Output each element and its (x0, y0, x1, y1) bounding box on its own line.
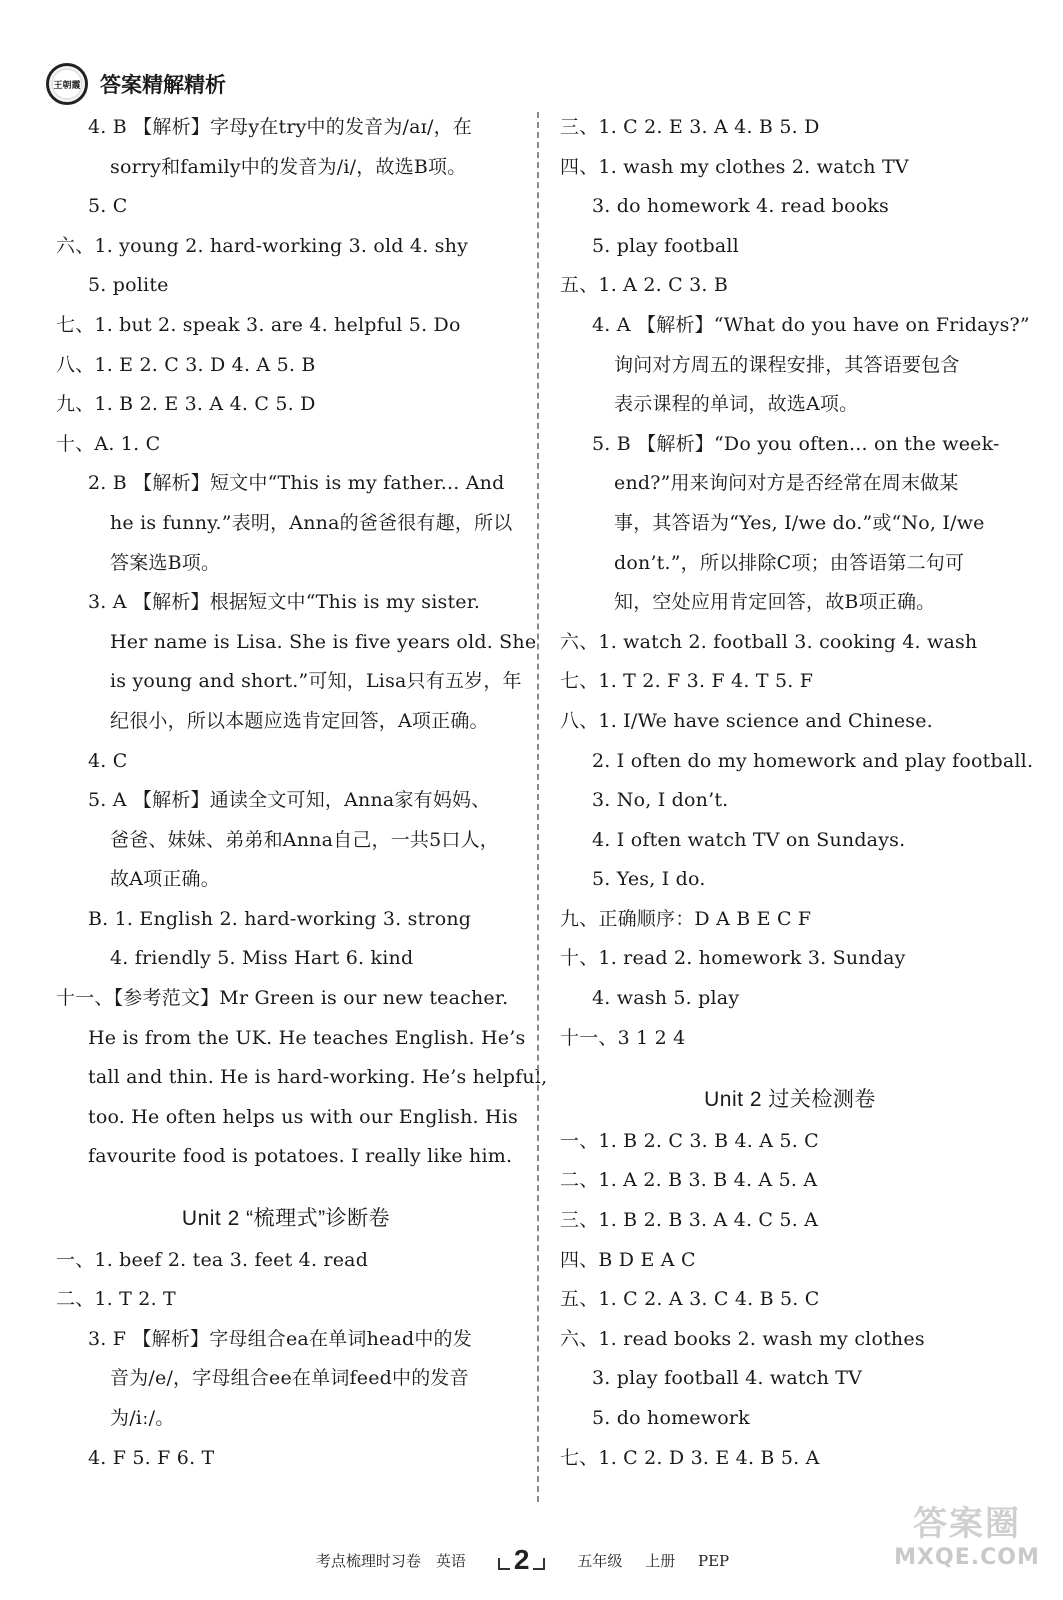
answer-line: 3. F 【解析】字母组合ea在单词head中的发 (88, 1327, 472, 1350)
answer-line: 十、A. 1. C (56, 432, 161, 455)
answer-line: 4. F 5. F 6. T (88, 1446, 215, 1469)
section-title: Unit 2 “梳理式”诊断卷 (181, 1207, 391, 1231)
answer-line: 二、1. A 2. B 3. B 4. A 5. A (560, 1169, 818, 1192)
answer-line: too. He often helps us with our English. His (88, 1105, 519, 1128)
answer-line: he is funny.”表明，Anna的爸爸很有趣，所以 (110, 511, 513, 534)
page-header (46, 62, 226, 106)
answer-line: 5. play football (592, 234, 739, 257)
answer-line: 5. A 【解析】通读全文可知，Anna家有妈妈、 (88, 789, 491, 812)
answer-line: 音为/e/，字母组合ee在单词feed中的发音 (110, 1367, 469, 1390)
footer-edition: PEP (698, 1551, 730, 1570)
answer-line: 爸爸、妹妹、弟弟和Anna自己，一共5口人， (110, 828, 500, 851)
answer-line: 四、B D E A C (560, 1248, 696, 1271)
watermark-logo-icon: 答案圈 (913, 1504, 1021, 1544)
answer-line: sorry和family中的发音为/i/，故选B项。 (110, 155, 467, 178)
answer-line: 四、1. wash my clothes 2. watch TV (560, 155, 909, 178)
answer-line: 4. friendly 5. Miss Hart 6. kind (110, 947, 414, 970)
answer-line: 一、1. beef 2. tea 3. feet 4. read (56, 1248, 369, 1271)
answer-line: 3. No, I don’t. (592, 789, 729, 812)
answer-line: 八、1. I/We have science and Chinese. (560, 709, 933, 732)
answer-line: 七、1. but 2. speak 3. are 4. helpful 5. Do (56, 313, 461, 336)
answer-line: 4. wash 5. play (592, 987, 740, 1010)
answer-line: 2. I often do my homework and play football. (592, 749, 1034, 772)
answer-line: 表示课程的单词，故选A项。 (614, 393, 859, 416)
answer-line: B. 1. English 2. hard-working 3. strong (88, 907, 472, 930)
answer-line: don’t.”，所以排除C项；由答语第二句可 (614, 551, 965, 574)
footer-grade: 五年级 (577, 1551, 623, 1570)
publisher-logo-icon (46, 63, 88, 105)
answer-line: 六、1. watch 2. football 3. cooking 4. wash (560, 630, 978, 653)
answer-line: 5. do homework (592, 1407, 750, 1429)
answer-line: 八、1. E 2. C 3. D 4. A 5. B (56, 353, 316, 376)
header-title: 答案精解精析 (100, 73, 226, 97)
answer-line: Her name is Lisa. She is five years old. She (110, 630, 537, 653)
answer-line: 六、1. young 2. hard-working 3. old 4. shy (56, 234, 469, 257)
column-divider (537, 112, 539, 1502)
answer-line: 答案选B项。 (110, 551, 221, 574)
answer-line: 3. do homework 4. read books (592, 195, 890, 218)
answer-line: 3. A 【解析】根据短文中“This is my sister. (88, 591, 481, 614)
answer-line: 三、1. C 2. E 3. A 4. B 5. D (560, 116, 820, 138)
answer-line: 2. B 【解析】短文中“This is my father... And (88, 472, 505, 495)
answer-line: 4. A 【解析】“What do you have on Fridays?” (592, 313, 1030, 336)
answer-line: favourite food is potatoes. I really like him. (88, 1145, 513, 1168)
answer-line: 九、正确顺序：D A B E C F (560, 907, 812, 930)
answer-line: 事，其答语为“Yes, I/we do.”或“No, I/we (614, 511, 985, 534)
answer-line: 十一、【参考范文】Mr Green is our new teacher. (56, 987, 509, 1010)
answer-line: 三、1. B 2. B 3. A 4. C 5. A (560, 1209, 819, 1232)
answer-line: 5. Yes, I do. (592, 868, 706, 891)
logo-text: 王朝霞 (53, 80, 81, 91)
answer-line: 知，空处应用肯定回答，故B项正确。 (614, 591, 936, 614)
page-number: 2 (506, 1544, 538, 1576)
answer-line: 五、1. C 2. A 3. C 4. B 5. C (560, 1288, 820, 1311)
answer-line: 五、1. A 2. C 3. B (560, 274, 729, 297)
answer-line: 一、1. B 2. C 3. B 4. A 5. C (560, 1129, 819, 1152)
section-title: Unit 2 过关检测卷 (704, 1088, 876, 1112)
answer-line: tall and thin. He is hard-working. He’s helpful, (88, 1066, 548, 1089)
answer-line: 十、1. read 2. homework 3. Sunday (560, 947, 906, 970)
answer-line: end?”用来询问对方是否经常在周末做某 (614, 472, 959, 495)
footer-book-title: 考点梳理时习卷 英语 (315, 1551, 466, 1570)
answer-line: is young and short.”可知，Lisa只有五岁，年 (110, 670, 522, 693)
answer-line: 5. polite (88, 274, 169, 297)
answer-line: He is from the UK. He teaches English. He’s (88, 1026, 526, 1049)
answer-line: 六、1. read books 2. wash my clothes (560, 1327, 925, 1350)
watermark-url: MXQE.COM (894, 1545, 1040, 1570)
answer-line: 为/iː/。 (110, 1407, 175, 1429)
answer-line: 十一、3 1 2 4 (560, 1026, 686, 1049)
answer-line: 5. B 【解析】“Do you often... on the week- (592, 432, 1000, 455)
answer-line: 4. I often watch TV on Sundays. (592, 828, 906, 851)
answer-line: 4. C (88, 749, 128, 772)
watermark (887, 1496, 1047, 1596)
answer-line: 询问对方周五的课程安排，其答语要包含 (614, 353, 960, 376)
answer-line: 4. B 【解析】字母y在try中的发音为/aɪ/，在 (88, 116, 472, 138)
answer-line: 二、1. T 2. T (56, 1288, 176, 1311)
answer-line: 七、1. T 2. F 3. F 4. T 5. F (560, 670, 814, 693)
answer-line: 七、1. C 2. D 3. E 4. B 5. A (560, 1446, 820, 1469)
answer-line: 5. C (88, 195, 128, 218)
right-column (560, 108, 1034, 1478)
footer-meta (577, 1550, 747, 1571)
footer-volume: 上册 (645, 1551, 676, 1570)
left-column (56, 108, 548, 1478)
answer-line: 九、1. B 2. E 3. A 4. C 5. D (56, 393, 316, 416)
answer-line: 3. play football 4. watch TV (592, 1367, 863, 1390)
answer-line: 纪很小，所以本题应选肯定回答，A项正确。 (110, 709, 489, 732)
answer-line: 故A项正确。 (110, 868, 220, 891)
